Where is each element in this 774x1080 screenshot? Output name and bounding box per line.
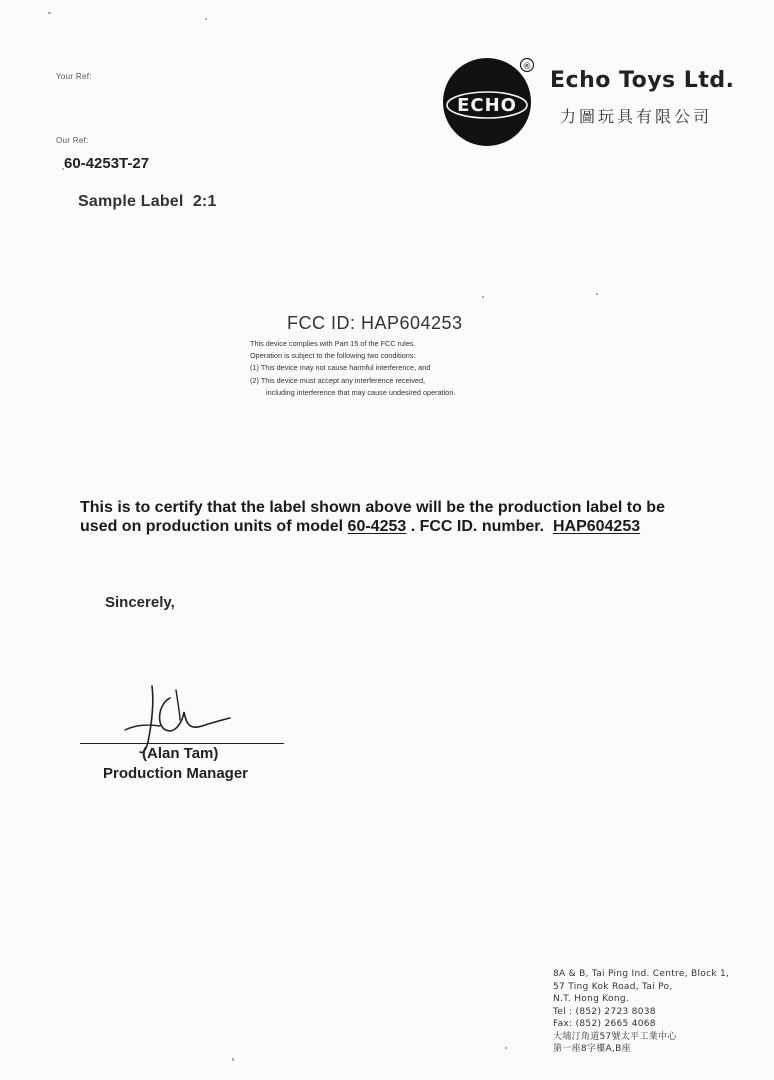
- address-line: N.T. Hong Kong.: [553, 994, 630, 1004]
- fcc-compliance-line: Operation is subject to the following two conditions:: [250, 351, 416, 360]
- signature-line: [80, 743, 284, 744]
- fcc-id-heading: FCC ID: HAP604253: [287, 313, 463, 333]
- scan-speck: [205, 18, 207, 20]
- address-chinese-line: 第一座8字樓A,B座: [553, 1044, 631, 1054]
- logo-text: ECHO: [457, 95, 517, 116]
- fcc-compliance-line: (2) This device must accept any interference received,: [250, 376, 426, 385]
- certification-line-1: This is to certify that the label shown above will be the production label to be: [80, 499, 665, 516]
- your-ref-label: Your Ref:: [56, 72, 92, 81]
- signer-name: (Alan Tam): [142, 745, 219, 762]
- our-ref-label: Our Ref:: [56, 136, 89, 145]
- address-fax: Fax: (852) 2665 4068: [553, 1019, 656, 1029]
- certification-mid: . FCC ID. number.: [406, 518, 553, 535]
- certification-model: 60-4253: [347, 518, 407, 535]
- address-line: 8A & B, Tai Ping Ind. Centre, Block 1,: [553, 969, 730, 979]
- fcc-compliance-line: (1) This device may not cause harmful interference, and: [250, 363, 431, 372]
- scan-speck: [596, 293, 598, 295]
- company-name-chinese: 力圖玩具有限公司: [560, 107, 713, 126]
- certification-prefix: used on production units of model: [80, 518, 348, 535]
- fcc-compliance-line: including interference that may cause undesired operation.: [266, 388, 456, 397]
- company-name: Echo Toys Ltd.: [550, 68, 735, 93]
- scan-speck: [232, 1058, 234, 1061]
- registered-mark: ®: [522, 62, 532, 72]
- signer-title: Production Manager: [103, 765, 249, 782]
- address-chinese-line: 大埔汀角道57號太平工業中心: [553, 1032, 677, 1042]
- scan-speck: [505, 1047, 507, 1049]
- scan-speck: [482, 296, 484, 298]
- certification-line-2: [80, 517, 640, 536]
- echo-logo: [442, 55, 542, 149]
- sample-label-title: Sample Label 2:1: [78, 193, 217, 210]
- certification-fcc-number: HAP604253: [552, 518, 641, 535]
- fcc-compliance-line: This device complies with Part 15 of the FCC rules.: [250, 339, 416, 348]
- model-number: 60-4253T-27: [64, 155, 150, 172]
- address-line: 57 Ting Kok Road, Tai Po,: [553, 982, 673, 992]
- salutation: Sincerely,: [105, 594, 175, 611]
- scan-speck: [48, 12, 51, 14]
- address-phone: Tel : (852) 2723 8038: [553, 1007, 656, 1017]
